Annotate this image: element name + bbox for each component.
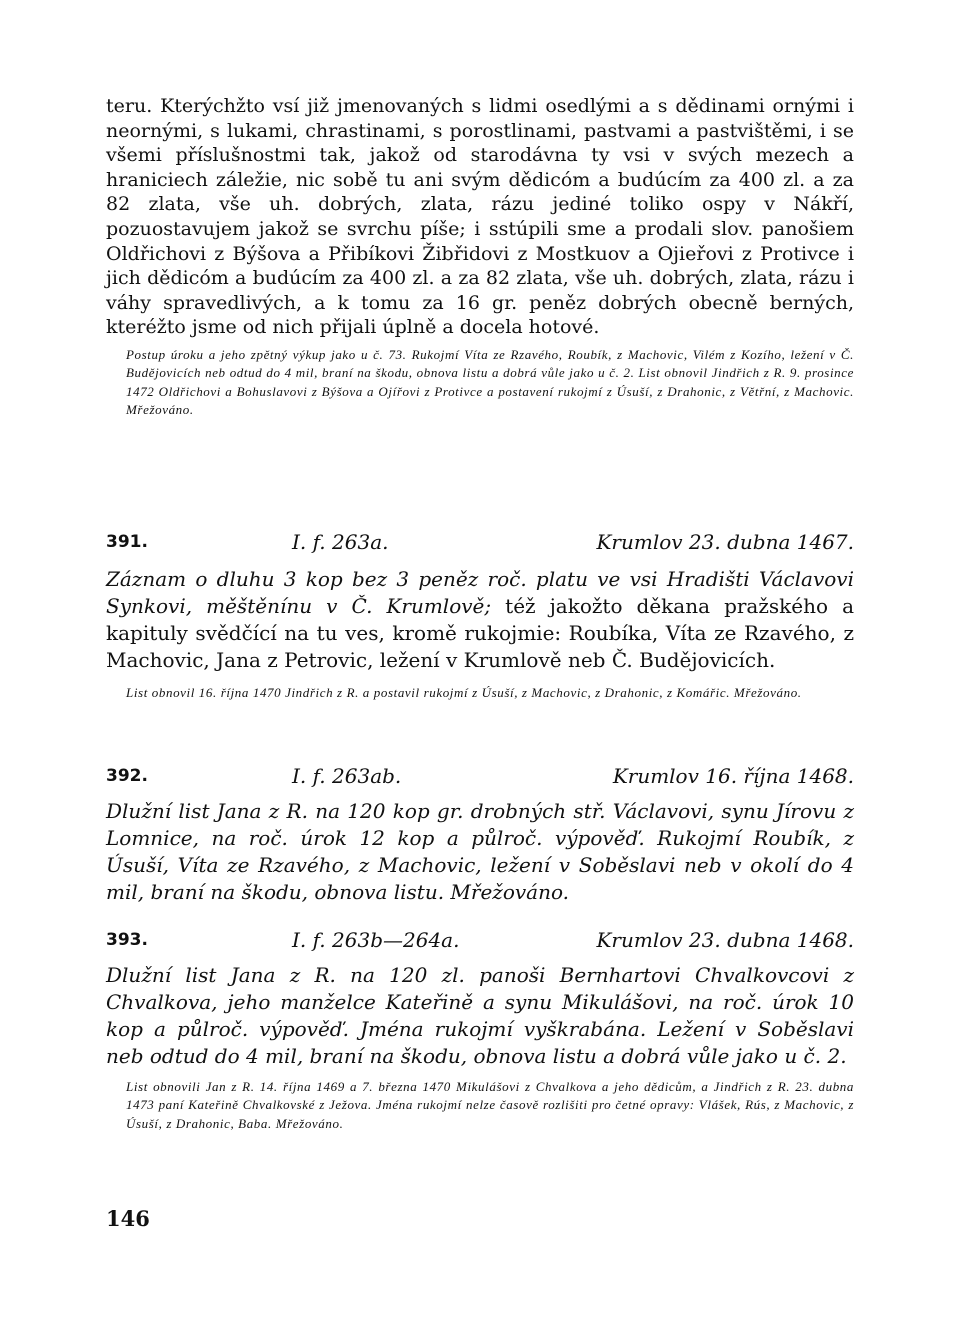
continuation-note: Postup úroku a jeho zpětný výkup jako u č. 73. Rukojmí Víta ze Rzavého, Roubík, z Machovic, Vilém z Kozího, ležení v Č. Budějovicích neb odtud do 4 mil, braní na škodu, obnova listu a dobrá vůle jako u č. 2. List obnovil Jindřich z R. 9. prosince 1472 Oldřichovi a Bohuslavovi z Býšova a Ojířovi z Protivce a postavení rukojmí z Úsuší, z Drahonic, z Větřní, z Machovic. Mřežováno. <box>126 346 854 418</box>
entry-date: Krumlov 16. října 1468. <box>612 764 854 788</box>
entry-regest <box>106 566 854 674</box>
entry-391-body <box>106 566 854 702</box>
entry-392-header <box>106 764 854 792</box>
regest-italic: Dlužní list Jana z R. na 120 zl. panoši Bernhartovi Chvalkovcovi z Chvalkova, jeho manželce Kateřině a synu Mikulášovi, na roč. úrok 10 kop a půlroč. výpověď. Jména rukojmí vyškrabána. Ležení v Soběslavi neb odtud do 4 mil, braní na škodu, obnova listu a dobrá vůle jako u č. 2. <box>106 963 854 1068</box>
entry-393-body <box>106 962 854 1133</box>
entry-note: List obnovili Jan z R. 14. října 1469 a 7. března 1470 Mikulášovi z Chvalkova a jeho dědicům, a Jindřich z R. 23. dubna 1473 paní Kateřině Chvalkovské z Ježova. Jména rukojmí nelze časově rozlišiti pro četné opravy: Vlášek, Rús, z Machovic, z Úsuší, z Drahonic, Baba. Mřežováno. <box>126 1079 854 1131</box>
page-number: 146 <box>106 1206 150 1231</box>
entry-folio: I. f. 263a. <box>292 530 389 554</box>
entry-391-header <box>106 530 854 558</box>
entry-folio: I. f. 263b—264a. <box>292 928 460 952</box>
regest-italic: Záznam o dluhu 3 kop bez 3 peněz roč. platu ve vsi Hradišti Václavovi Synkovi, měštěnínu v Č. Krumlově; <box>106 567 854 618</box>
entry-number: 392. <box>106 766 148 786</box>
entry-folio: I. f. 263ab. <box>292 764 402 788</box>
entry-number: 391. <box>106 532 148 552</box>
regest-roman: též jakožto děkana pražského a kapituly svědčící na tu ves, kromě rukojmie: Roubíka, Víta ze Rzavého, z Machovic, Jana z Petrovic, ležení v Krumlově neb Č. Budějovicích. <box>106 594 854 672</box>
entry-note: List obnovil 16. října 1470 Jindřich z R. a postavil rukojmí z Úsuší, z Machovic, z Drahonic, z Komářic. Mřežováno. <box>126 685 802 700</box>
entry-regest <box>106 962 854 1070</box>
entry-number: 393. <box>106 930 148 950</box>
regest-italic: Dlužní list Jana z R. na 120 kop gr. drobných stř. Václavovi, synu Jírovu z Lomnice, na roč. úrok 12 kop a půlroč. výpověď. Rukojmí Roubík, z Úsuší, Víta ze Rzavého, z Machovic, ležení v Soběslavi neb v okolí do 4 mil, braní na škodu, obnova listu. Mřežováno. <box>106 799 854 904</box>
entry-392-body <box>106 798 854 906</box>
entry-393-header <box>106 928 854 956</box>
entry-date: Krumlov 23. dubna 1468. <box>596 928 854 952</box>
entry-regest <box>106 798 854 906</box>
continuation-section <box>106 94 854 420</box>
entry-date: Krumlov 23. dubna 1467. <box>596 530 854 554</box>
continuation-paragraph: teru. Kterýchžto vsí již jmenovaných s lidmi osedlými a s dědinami ornými i neornými, s lukami, chrastinami, s porostlinami, pastvami a pastvištěmi, i se všemi příslušnostmi tak, jakož od starodávna ty vsi v svých mezech a hraniciech záležie, nic sobě tu ani svým dědicóm a budúcím za 400 zl. a za 82 zlata, vše uh. dobrých, zlata, rázu jediné toliko ospy v Nákří, pozuostavujem jakož se svrchu píše; i sstúpili sme a prodali slov. panošiem Oldřichovi z Býšova a Přibíkovi Žibřidovi z Mostkuov a Ojieřovi z Protivce i jich dědicóm a budúcím za 400 zl. a za 82 zlata, vše uh. dobrých, zlata, rázu i váhy spravedlivých, a k tomu za 16 gr. peněz dobrých obecně berných, kteréžto jsme od nich přijali úplně a docela hotové. <box>106 95 854 339</box>
